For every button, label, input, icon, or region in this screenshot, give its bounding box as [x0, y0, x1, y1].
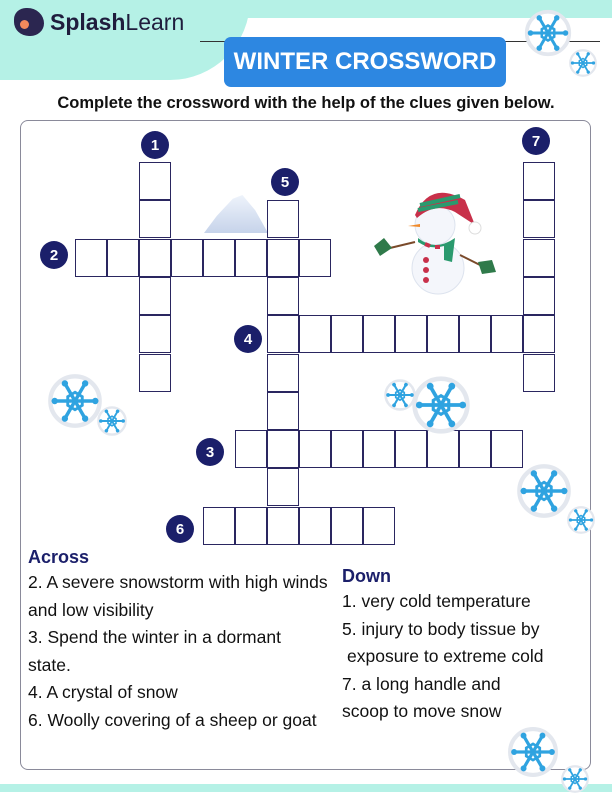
- crossword-cell[interactable]: [331, 315, 363, 353]
- clue-number-1: 1: [141, 131, 169, 159]
- crossword-cell[interactable]: [363, 315, 395, 353]
- decor-dot: [88, 60, 98, 70]
- logo-icon: [14, 8, 44, 36]
- decor-dot: [233, 12, 245, 24]
- clue-number-3: 3: [196, 438, 224, 466]
- crossword-cell[interactable]: [235, 430, 267, 468]
- crossword-cell[interactable]: [267, 315, 299, 353]
- crossword-cell[interactable]: [523, 354, 555, 392]
- crossword-cell[interactable]: [235, 239, 267, 277]
- crossword-cell[interactable]: [523, 239, 555, 277]
- crossword-cell[interactable]: [75, 239, 107, 277]
- down-heading: Down: [342, 566, 391, 586]
- across-clue-4: 4. A crystal of snow: [28, 682, 178, 702]
- crossword-cell[interactable]: [267, 239, 299, 277]
- crossword-cell[interactable]: [203, 507, 235, 545]
- crossword-cell[interactable]: [139, 162, 171, 200]
- down-clue-5: 5. injury to body tissue by: [342, 618, 540, 639]
- snowflake-icon: [568, 48, 598, 83]
- crossword-cell[interactable]: [267, 277, 299, 315]
- crossword-cell[interactable]: [267, 468, 299, 506]
- crossword-cell[interactable]: [395, 315, 427, 353]
- snowflake-icon: [506, 725, 560, 784]
- snowflake-icon: [515, 462, 573, 525]
- across-clue-3: 3. Spend the winter in a dormant state.: [28, 627, 281, 675]
- crossword-cell[interactable]: [267, 200, 299, 238]
- decor-dot: [6, 68, 18, 80]
- crossword-cell[interactable]: [491, 315, 523, 353]
- crossword-cell[interactable]: [235, 507, 267, 545]
- snowflake-icon: [560, 764, 590, 799]
- crossword-cell[interactable]: [363, 430, 395, 468]
- down-clue-5-cont: exposure to extreme cold: [347, 646, 544, 666]
- across-clues: [28, 545, 328, 734]
- down-clues: [342, 564, 592, 726]
- crossword-cell[interactable]: [203, 239, 235, 277]
- snowflake-icon: [566, 505, 596, 540]
- crossword-cell[interactable]: [139, 277, 171, 315]
- clue-number-2: 2: [40, 241, 68, 269]
- clue-number-6: 6: [166, 515, 194, 543]
- clue-number-5: 5: [271, 168, 299, 196]
- crossword-cell[interactable]: [331, 430, 363, 468]
- snowman-image: [370, 180, 500, 295]
- splashlearn-logo[interactable]: [14, 8, 184, 36]
- crossword-cell[interactable]: [139, 315, 171, 353]
- down-clue-1: 1. very cold temperature: [342, 591, 531, 611]
- page-title: WINTER CROSSWORD: [224, 37, 506, 87]
- crossword-cell[interactable]: [299, 239, 331, 277]
- crossword-cell[interactable]: [459, 315, 491, 353]
- footer-strip: [0, 784, 612, 792]
- crossword-cell[interactable]: [267, 507, 299, 545]
- crossword-cell[interactable]: [171, 239, 203, 277]
- clue-number-4: 4: [234, 325, 262, 353]
- down-clue-7: 7. a long handle and: [342, 673, 501, 694]
- crossword-cell[interactable]: [523, 200, 555, 238]
- logo-text: SplashLearn: [50, 8, 185, 35]
- crossword-cell[interactable]: [267, 354, 299, 392]
- crossword-cell[interactable]: [139, 239, 171, 277]
- snowflake-icon: [410, 374, 472, 441]
- crossword-cell[interactable]: [139, 200, 171, 238]
- across-clue-2: 2. A severe snowstorm with high winds and low visibility: [28, 572, 328, 620]
- instructions: Complete the crossword with the help of the clues given below.: [57, 94, 555, 112]
- snowflake-icon: [523, 8, 573, 63]
- clue-number-7: 7: [522, 127, 550, 155]
- snowflake-icon: [96, 405, 128, 442]
- crossword-cell[interactable]: [107, 239, 139, 277]
- crossword-cell[interactable]: [299, 430, 331, 468]
- crossword-cell[interactable]: [523, 162, 555, 200]
- crossword-cell[interactable]: [331, 507, 363, 545]
- crossword-cell[interactable]: [267, 392, 299, 430]
- crossword-cell[interactable]: [427, 315, 459, 353]
- crossword-cell[interactable]: [267, 430, 299, 468]
- crossword-cell[interactable]: [523, 315, 555, 353]
- crossword-cell[interactable]: [299, 315, 331, 353]
- crossword-cell[interactable]: [523, 277, 555, 315]
- across-clue-6: 6. Woolly covering of a sheep or goat: [28, 709, 317, 730]
- crossword-cell[interactable]: [139, 354, 171, 392]
- down-clue-7-cont: scoop to move snow: [342, 701, 502, 721]
- across-heading: Across: [28, 547, 90, 567]
- crossword-cell[interactable]: [299, 507, 331, 545]
- crossword-cell[interactable]: [363, 507, 395, 545]
